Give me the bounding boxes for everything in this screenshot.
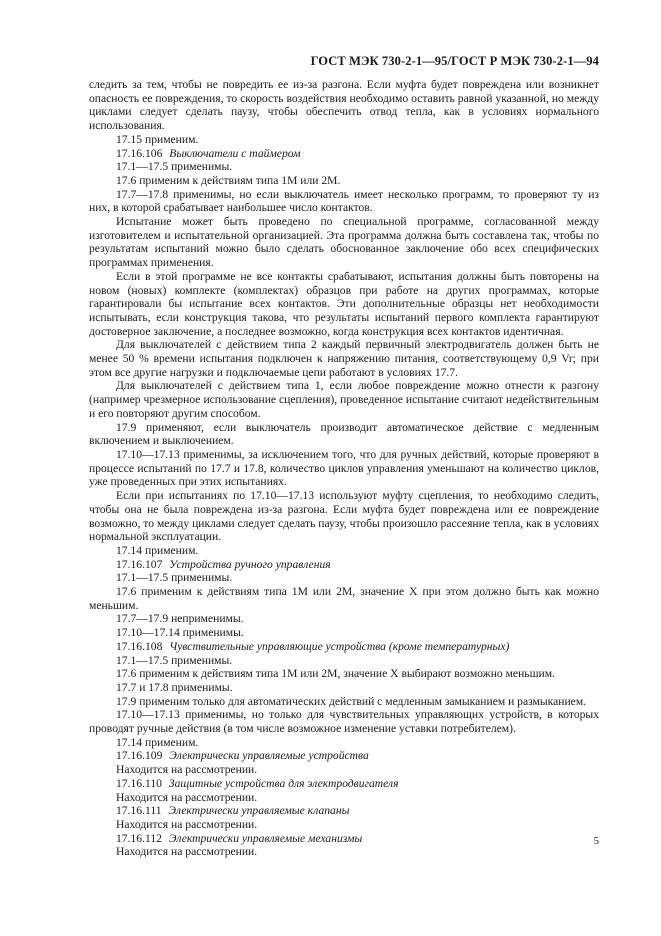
section-number: 17.16.109 [116, 749, 163, 763]
section-title: Выключатели с таймером [169, 146, 301, 160]
page-header: ГОСТ МЭК 730-2-1—95/ГОСТ Р МЭК 730-2-1—94 [310, 54, 599, 68]
body-paragraph: 17.1—17.5 применимы. [116, 571, 233, 585]
section-heading [89, 804, 599, 818]
section-title: Электрически управляемые клапаны [168, 804, 350, 818]
section-number: 17.16.106 [116, 146, 163, 160]
section-heading [89, 558, 599, 572]
body-paragraph: 17.10—17.13 применимы, за исключением того, что для ручных действий, которые проверяют в процессе испытаний по 17.7 и 17.8, количество циклов управления уменьшают на количество циклов, уже проведенных при этих испытаниях. [89, 447, 599, 489]
body-paragraph: 17.7—17.8 применимы, но если выключатель имеет несколько программ, то проверяют ту из них, в которой срабатывает наибольшее число контактов. [89, 187, 599, 215]
body-paragraph: Находится на рассмотрении. [116, 845, 258, 859]
body-paragraph: Если в этой программе не все контакты срабатывают, испытания должны быть повторены на новом (новых) комплекте (комплектах) образцов при работе на других программах, которые гарантировали бы испытание всех контактов. Эти дополнительные образцы нет необходимости испытывать, если конструкция такова, что результаты испытаний первого комплекта гарантируют достоверное заключение, а последнее возможно, когда конструкция всех контактов идентичная. [89, 269, 599, 338]
body-paragraph: 17.7—17.9 неприменимы. [116, 612, 244, 626]
body-paragraph: следить за тем, чтобы не повредить ее из-за разгона. Если муфта будет повреждена или возникнет опасность ее повреждения, то скорость воздействия необходимо оставить равной указанной, но между циклами следует сделать паузу, чтобы обеспечить отвод тепла, как в условиях нормального использования. [89, 78, 599, 133]
body-paragraph: Для выключателей с действием типа 1, если любое повреждение можно отнести к разгону (например чрезмерное использование сцепления), проведенное испытание считают недействительным и его повторяют другим способом. [89, 379, 599, 420]
section-number: 17.16.107 [116, 557, 163, 571]
body-paragraph: Находится на рассмотрении. [116, 763, 258, 777]
body-paragraph: 17.9 применим только для автоматических действий с медленным замыканием и размыканием. [116, 694, 587, 708]
section-title: Защитные устройства для электродвигателя [168, 776, 399, 790]
section-heading [89, 640, 599, 654]
body-paragraph: Если при испытаниях по 17.10—17.13 используют муфту сцепления, то необходимо следить, чтобы она не была повреждена из-за разгона. Если муфта будет повреждена или ее повреждение возможно, то между циклами следует сделать паузу, чтобы произошло рассеяние тепла, как в условиях нормальной эксплуатации. [89, 489, 599, 544]
body-paragraph: 17.6 применим к действиям типа 1М или 2М, значение X выбирают возможно меньшим. [116, 667, 555, 681]
body-paragraph: Для выключателей с действием типа 2 каждый первичный электродвигатель должен быть не менее 50 % времени испытания подключен к напряжению питания, соответствующему 0,9 Vr; при этом все другие нагрузки и подключаемые цепи работают в условиях 17.7. [89, 338, 599, 379]
body-paragraph: 17.10—17.13 применимы, но только для чувствительных управляющих устройств, в которых проводят ручные действия (в том числе возможное изменение уставки потребителем). [89, 708, 599, 736]
section-number: 17.16.110 [116, 776, 162, 790]
body-paragraph: 17.6 применим к действиям типа 1М или 2М. [116, 173, 341, 187]
body-paragraph: 17.14 применим. [116, 543, 199, 557]
body-paragraph: 17.6 применим к действиям типа 1М или 2М, значение X при этом должно быть как можно меньшим. [89, 585, 599, 612]
body-paragraph: 17.10—17.14 применимы. [116, 626, 244, 640]
body-paragraph: 17.1—17.5 применимы. [116, 160, 233, 174]
body-paragraph: 17.14 применим. [116, 735, 199, 749]
section-number: 17.16.112 [116, 831, 162, 845]
section-title: Чувствительные управляющие устройства (кроме температурных) [169, 639, 510, 653]
body-paragraph: 17.9 применяют, если выключатель производит автоматическое действие с медленным включением и выключением. [89, 420, 599, 448]
page-number: 5 [593, 836, 599, 847]
section-heading [89, 777, 599, 791]
body-paragraph: Испытание может быть проведено по специальной программе, согласованной между изготовителем и испытательной организацией. Эта программа должна быть составлена так, чтобы по результатам испытаний можно было сделать обоснованное заключение обо всех специфических программах применения. [89, 215, 599, 270]
body-paragraph: Находится на рассмотрении. [116, 817, 258, 831]
section-number: 17.16.108 [116, 639, 163, 653]
section-heading [89, 832, 599, 846]
document-body [89, 78, 599, 859]
section-title: Устройства ручного управления [169, 557, 331, 571]
section-number: 17.16.111 [116, 804, 162, 818]
body-paragraph: 17.1—17.5 применимы. [116, 653, 233, 667]
body-paragraph: Находится на рассмотрении. [116, 790, 258, 804]
body-paragraph: 17.7 и 17.8 применимы. [116, 680, 233, 694]
section-title: Электрически управляемые механизмы [168, 831, 363, 845]
section-title: Электрически управляемые устройства [169, 749, 369, 763]
body-paragraph: 17.15 применим. [116, 132, 199, 146]
section-heading [89, 147, 599, 161]
section-heading [89, 749, 599, 763]
